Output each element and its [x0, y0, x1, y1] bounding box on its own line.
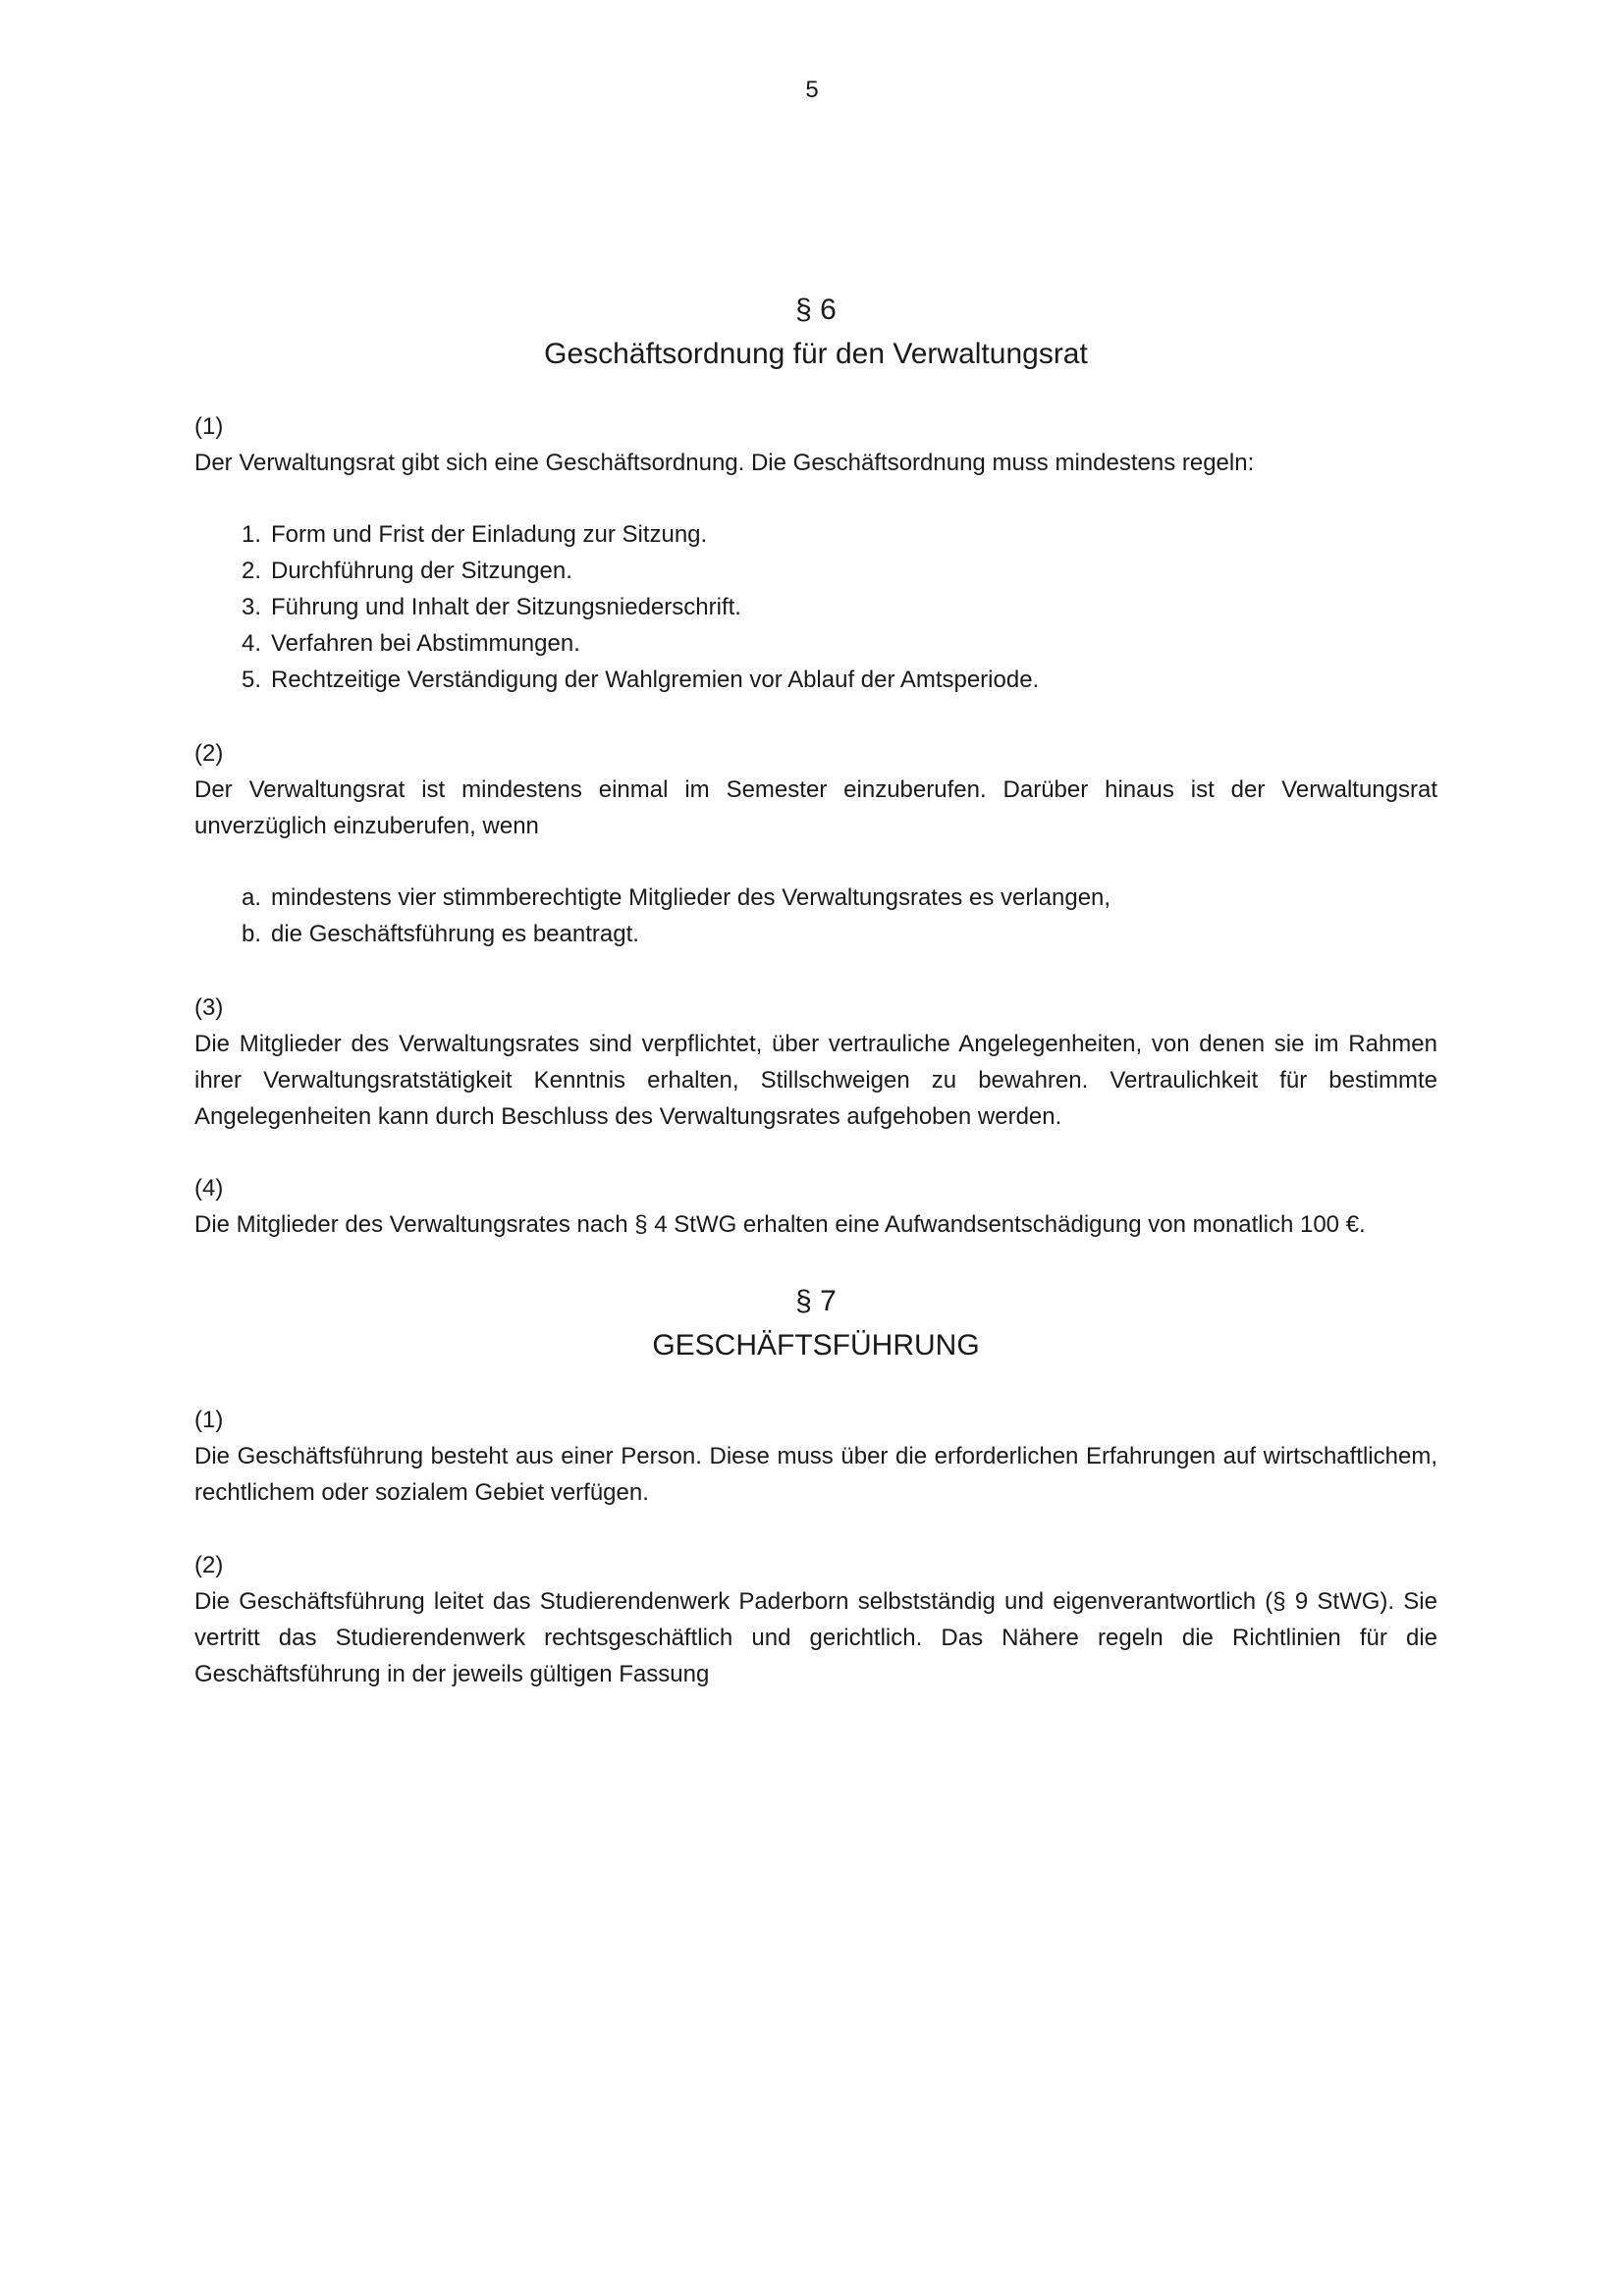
list-item-text: Rechtzeitige Verständigung der Wahlgremien vor Ablauf der Amtsperiode. — [271, 667, 1040, 693]
section-6-paragraph-2 — [194, 735, 1437, 844]
list-item — [194, 662, 1437, 698]
section-7-heading — [194, 1279, 1437, 1367]
section-6-title: Geschäftsordnung für den Verwaltungsrat — [544, 338, 1088, 370]
section-7-paragraph-2 — [194, 1547, 1437, 1692]
list-item-text: Führung und Inhalt der Sitzungsniederschrift. — [271, 594, 741, 620]
section-6-paragraph-1 — [194, 408, 1437, 481]
list-marker: 3. — [241, 594, 261, 620]
section-6-paragraph-4 — [194, 1170, 1437, 1243]
list-marker: b. — [241, 921, 261, 947]
page-number: 5 — [805, 77, 819, 103]
list-item-text: Verfahren bei Abstimmungen. — [271, 630, 580, 657]
list-item-text: mindestens vier stimmberechtigte Mitglieder des Verwaltungsrates es verlangen, — [271, 884, 1111, 911]
paragraph-text: Der Verwaltungsrat gibt sich eine Geschäftsordnung. Die Geschäftsordnung muss mindestens regeln: — [194, 450, 1255, 476]
list-item-text: Durchführung der Sitzungen. — [271, 558, 572, 584]
section-6-numbered-list — [194, 516, 1437, 698]
paragraph-text: Die Mitglieder des Verwaltungsrates nach § 4 StWG erhalten eine Aufwandsentschädigung von monatlich 100 €. — [194, 1211, 1366, 1238]
paragraph-text: Der Verwaltungsrat ist mindestens einmal im Semester einzuberufen. Darüber hinaus ist der Verwaltungsrat unverzüglich einzuberufen, wenn — [194, 776, 1437, 839]
list-marker: 1. — [241, 521, 261, 548]
list-marker: 4. — [241, 630, 261, 657]
section-7-symbol: § 7 — [795, 1285, 837, 1317]
list-item-text: die Geschäftsführung es beantragt. — [271, 921, 639, 947]
paragraph-number: (3) — [194, 994, 224, 1021]
paragraph-text: Die Geschäftsführung leitet das Studierendenwerk Paderborn selbstständig und eigenverantwortlich (§ 9 StWG). Sie vertritt das Studierendenwerk rechtsgeschäftlich und gerichtlich. Das Nähere regeln die Richtlinien für die Geschäftsführung in der jeweils gültigen Fassung — [194, 1588, 1437, 1687]
list-item — [194, 625, 1437, 662]
list-item-text: Form und Frist der Einladung zur Sitzung. — [271, 521, 708, 548]
list-marker: 5. — [241, 667, 261, 693]
list-item — [194, 516, 1437, 553]
paragraph-text: Die Geschäftsführung besteht aus einer Person. Diese muss über die erforderlichen Erfahrungen auf wirtschaftlichem, rechtlichem oder sozialem Gebiet verfügen. — [194, 1443, 1437, 1506]
section-6-symbol: § 6 — [795, 294, 837, 326]
section-7-paragraph-1 — [194, 1402, 1437, 1511]
list-item — [194, 916, 1437, 952]
section-6-lettered-list — [194, 880, 1437, 952]
list-item — [194, 553, 1437, 589]
paragraph-text: Die Mitglieder des Verwaltungsrates sind verpflichtet, über vertrauliche Angelegenheiten, von denen sie im Rahmen ihrer Verwaltungsratstätigkeit Kenntnis erhalten, Stillschweigen zu bewahren. Vertraulichkeit für bestimmte Angelegenheiten kann durch Beschluss des Verwaltungsrates aufgehoben werden. — [194, 1031, 1437, 1130]
list-item — [194, 589, 1437, 625]
paragraph-number: (4) — [194, 1175, 224, 1201]
section-6-heading — [194, 288, 1437, 376]
paragraph-number: (2) — [194, 740, 224, 767]
paragraph-number: (1) — [194, 1407, 224, 1433]
section-6-paragraph-3 — [194, 989, 1437, 1135]
paragraph-number: (2) — [194, 1552, 224, 1578]
paragraph-number: (1) — [194, 413, 224, 440]
section-7-title: GESCHÄFTSFÜHRUNG — [652, 1329, 980, 1362]
list-marker: a. — [241, 884, 261, 911]
list-item — [194, 880, 1437, 916]
list-marker: 2. — [241, 558, 261, 584]
